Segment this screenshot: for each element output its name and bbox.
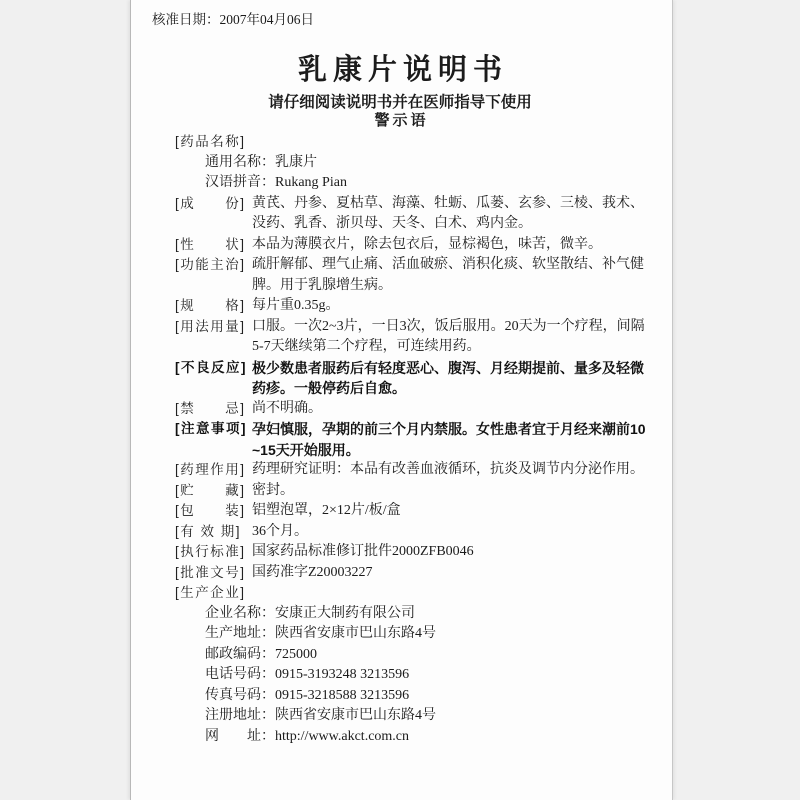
generic-name-field (205, 153, 317, 174)
fax-field (205, 686, 409, 707)
section-text: 脾。用于乳腺增生病。 (252, 277, 392, 293)
text-line (0, 153, 800, 174)
text-line (0, 255, 800, 276)
text-line (0, 727, 800, 748)
section-label: [成 份] (175, 195, 246, 211)
text-line (0, 173, 800, 194)
section-text: ~15天开始服用。 (252, 441, 360, 458)
section-label: [贮 藏] (175, 482, 246, 498)
text-line (0, 214, 800, 235)
field-key: 邮政编码： (205, 646, 275, 662)
section-text: 36个月。 (252, 523, 308, 539)
section-label: [有 效 期] (175, 523, 242, 539)
field-key: 电话号码： (205, 667, 275, 682)
section-text: 药理研究证明：本品有改善血液循环，抗炎及调节内分泌作用。 (252, 462, 644, 477)
text-line (0, 645, 800, 666)
section-label: [用法用量] (175, 318, 246, 334)
pinyin-field (205, 173, 347, 194)
text-line (0, 399, 800, 420)
section-label: [注意事项] (175, 421, 247, 436)
section-text: 孕妇慎服，孕期的前三个月内禁服。女性患者宜于月经来潮前10 (252, 421, 646, 437)
section-label: [药理作用] (175, 462, 246, 477)
section-contraindications (0, 399, 800, 420)
section-indications (0, 255, 800, 296)
section-shelf-life (0, 522, 800, 543)
field-value: 0915-3193248 3213596 (275, 667, 410, 682)
text-line (0, 235, 800, 256)
section-label: [禁 忌] (175, 400, 246, 416)
section-text: 国家药品标准修订批件2000ZFB0046 (252, 544, 474, 559)
field-value: 乳康片 (275, 154, 317, 170)
section-label: [功能主治] (175, 257, 246, 272)
company-name-field (205, 604, 415, 625)
field-key: 汉语拼音： (205, 175, 275, 190)
section-label: [性 状] (175, 236, 246, 252)
text-line (0, 296, 800, 317)
text-line (0, 686, 800, 707)
section-text: 极少数患者服药后有轻度恶心、腹泻、月经期提前、量多及轻微 (252, 359, 644, 376)
field-key: 网 址： (205, 728, 275, 744)
text-line (0, 419, 800, 440)
section-text: 密封。 (252, 482, 294, 498)
section-dosage (0, 317, 800, 358)
production-address-field (205, 624, 436, 645)
approval-date: 核准日期：2007年04月06日 (152, 12, 314, 27)
section-label: [规 格] (175, 298, 246, 313)
section-specification (0, 296, 800, 317)
section-label: [执行标准] (175, 544, 246, 559)
section-text: 铝塑泡罩，2×12片/板/盒 (252, 503, 401, 518)
field-value: Rukang Pian (275, 175, 347, 190)
section-storage (0, 481, 800, 502)
section-description (0, 235, 800, 256)
text-line (0, 624, 800, 645)
field-value: 725000 (275, 646, 317, 662)
field-key: 注册地址： (205, 708, 275, 723)
section-text: 黄芪、丹参、夏枯草、海藻、牡蛎、瓜蒌、玄参、三棱、莪术、 (252, 195, 644, 211)
website-field (205, 727, 409, 748)
section-text: 本品为薄膜衣片，除去包衣后，显棕褐色，味苦，微辛。 (252, 236, 602, 252)
section-pharmacology (0, 460, 800, 481)
section-standard (0, 542, 800, 563)
text-line (0, 522, 800, 543)
postal-code-field (205, 645, 317, 666)
text-line (0, 317, 800, 338)
field-key: 通用名称： (205, 154, 275, 170)
website-url: http://www.akct.com.cn (275, 728, 410, 744)
section-label: [不良反应] (175, 359, 247, 375)
text-line (0, 337, 800, 358)
usage-notice: 请仔细阅读说明书并在医师指导下使用 (268, 94, 532, 111)
instruction-sections (0, 132, 800, 747)
text-line (0, 563, 800, 584)
warning-heading: 警示语 (374, 112, 429, 129)
section-text: 尚不明确。 (252, 400, 322, 416)
section-label: [批准文号] (175, 564, 246, 580)
field-value: 陕西省安康市巴山东路4号 (275, 708, 436, 723)
registered-address-field (205, 706, 436, 727)
text-line (0, 604, 800, 625)
text-line (0, 706, 800, 727)
text-line (0, 481, 800, 502)
text-line (0, 358, 800, 379)
document-title: 乳康片说明书 (297, 54, 508, 86)
field-key: 传真号码： (205, 687, 275, 703)
section-label: [包 装] (175, 503, 246, 518)
field-value: 0915-3218588 3213596 (275, 687, 410, 703)
text-line (0, 460, 800, 481)
section-package (0, 501, 800, 522)
section-drug-name (0, 132, 800, 194)
text-line (0, 583, 800, 604)
text-line (0, 378, 800, 399)
field-key: 生产地址： (205, 626, 275, 641)
section-label: [药品名称] (175, 134, 246, 149)
section-approval-number (0, 563, 800, 584)
section-text: 没药、乳香、浙贝母、天冬、白术、鸡内金。 (252, 216, 532, 231)
field-value: 陕西省安康市巴山东路4号 (275, 626, 436, 641)
section-precautions (0, 419, 800, 460)
text-line (0, 132, 800, 153)
section-text: 国药准字Z20003227 (252, 564, 373, 580)
section-text: 口服。一次2~3片，一日3次，饭后服用。20天为一个疗程，间隔 (252, 318, 645, 334)
section-text: 疏肝解郁、理气止痛、活血破瘀、消积化痰、软坚散结、补气健 (252, 257, 644, 272)
text-line (0, 501, 800, 522)
section-ingredients (0, 194, 800, 235)
text-line (0, 542, 800, 563)
section-text: 每片重0.35g。 (252, 298, 340, 313)
text-line (0, 194, 800, 215)
section-adverse-reactions (0, 358, 800, 399)
field-value: 安康正大制药有限公司 (275, 605, 415, 621)
phone-field (205, 665, 409, 686)
section-text: 药疹。一般停药后自愈。 (252, 380, 406, 396)
section-label: [生产企业] (175, 585, 246, 600)
field-key: 企业名称： (205, 605, 275, 621)
text-line (0, 276, 800, 297)
text-line (0, 665, 800, 686)
section-manufacturer (0, 583, 800, 747)
section-text: 5-7天继续第二个疗程，可连续用药。 (252, 339, 481, 354)
text-line (0, 440, 800, 461)
